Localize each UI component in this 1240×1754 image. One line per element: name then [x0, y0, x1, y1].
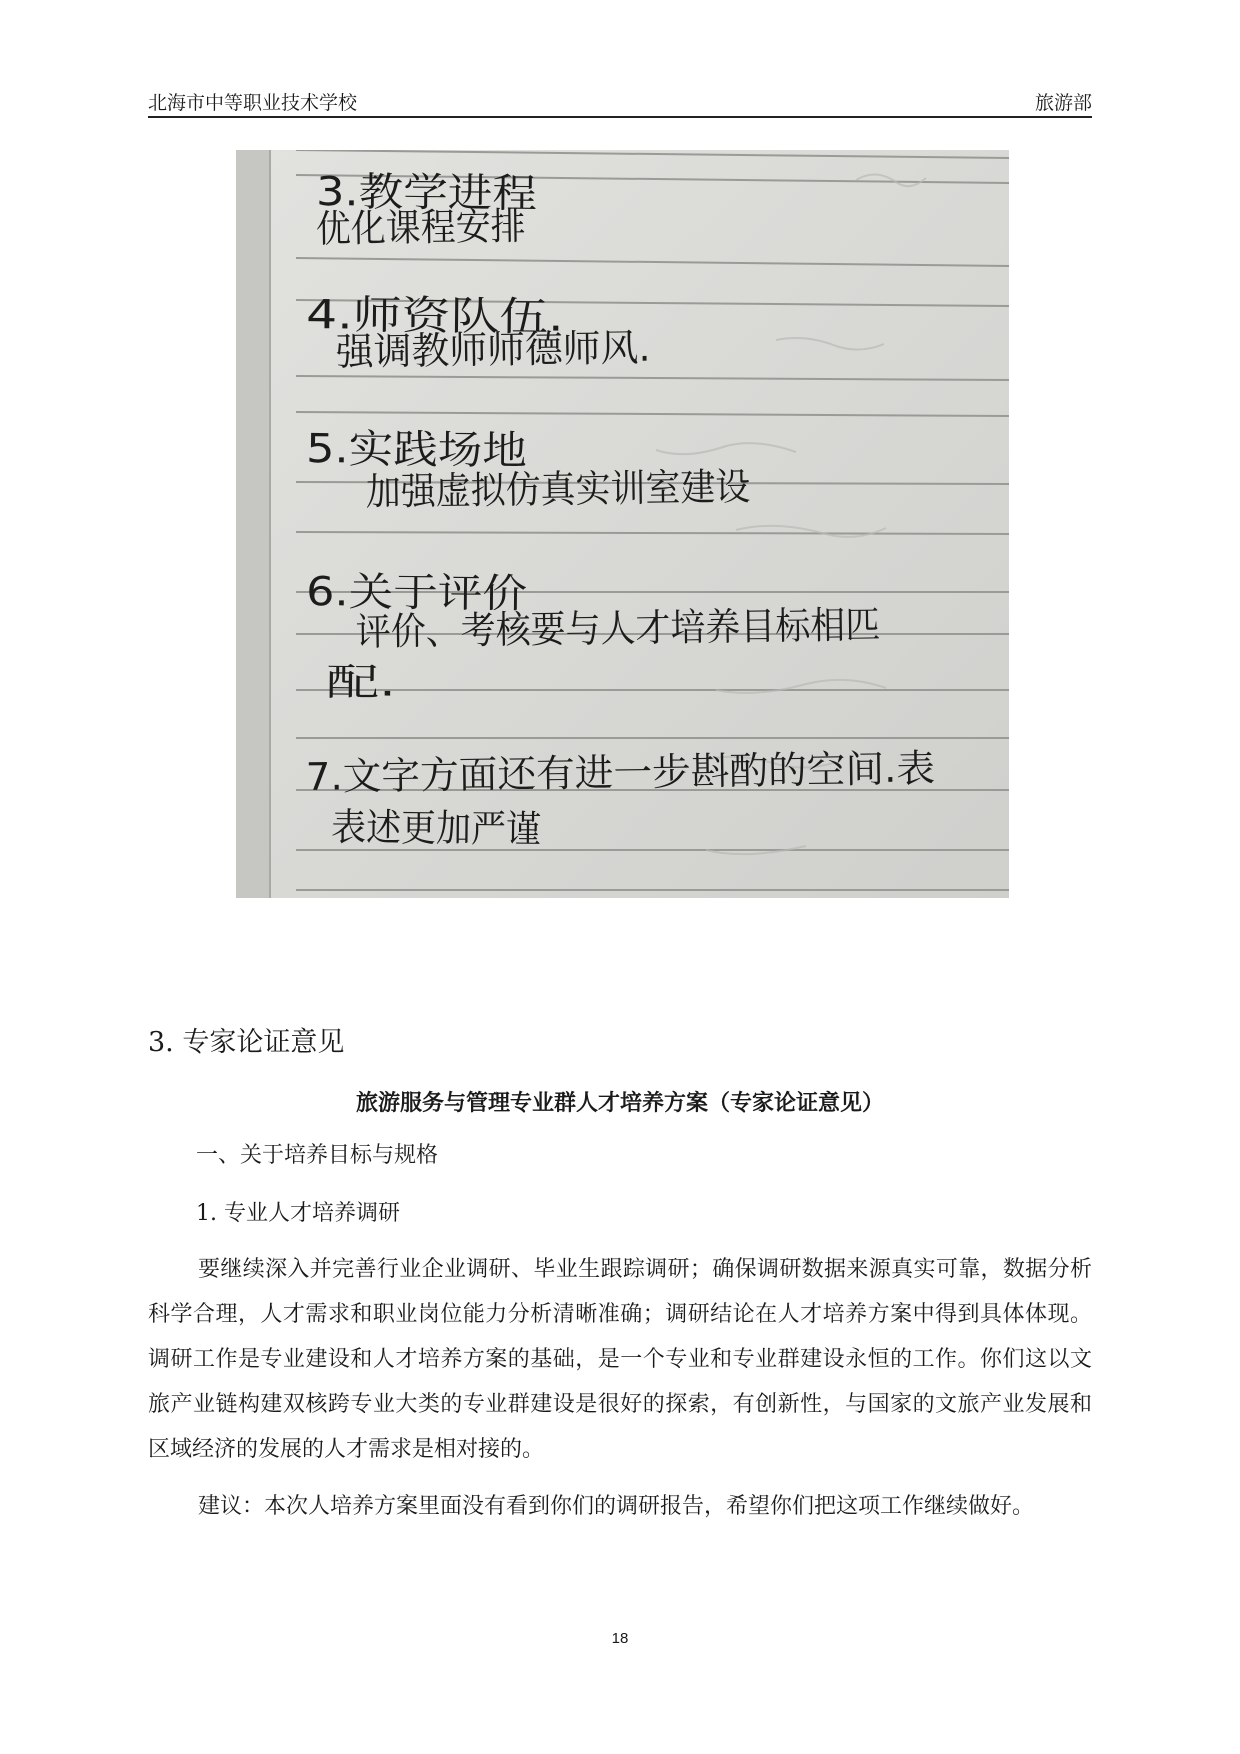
- paragraph-suggestion: 建议：本次人培养方案里面没有看到你们的调研报告，希望你们把这项工作继续做好。: [198, 1494, 1035, 1519]
- header-school-name: 北海市中等职业技术学校: [148, 92, 358, 114]
- handwritten-line: 3.教学进程: [315, 169, 515, 218]
- handwritten-line: 7.文字方面还有进一步斟酌的空间.表: [305, 746, 925, 799]
- handwritten-line: 优化课程安排: [315, 203, 545, 251]
- sub-heading-goals: 一、关于培养目标与规格: [196, 1143, 439, 1168]
- handwritten-line: 4.师资队伍.: [305, 292, 518, 341]
- handwritten-line: 评价、考核要与人才培养目标相匹: [355, 602, 927, 654]
- document-title: 旅游服务与管理专业群人才培养方案（专家论证意见）: [355, 1091, 884, 1116]
- paragraph-research: 要继续深入并完善行业企业调研、毕业生跟踪调研；确保调研数据来源真实可靠，数据分析科学合理，人才需求和职业岗位能力分析清晰准确；调研结论在人才培养方案中得到具体体现。调研工作是专业建设和人才培养方案的基础，是一个专业和专业群建设永恒的工作。你们这以文旅产业链构建双核跨专业大类的专业群建设是很好的探索，有创新性，与国家的文旅产业发展和区域经济的发展的人才需求是相对接的。: [148, 1257, 1092, 1462]
- page-number: 18: [611, 1630, 629, 1647]
- section-heading: 3. 专家论证意见: [148, 1027, 345, 1058]
- handwritten-line: 强调教师师德师风.: [335, 325, 653, 374]
- handwritten-line: 表述更加严谨: [330, 805, 560, 852]
- header-department: 旅游部: [1034, 92, 1092, 114]
- handwritten-line: 配.: [325, 660, 377, 705]
- sub-heading-research: 1. 专业人才培养调研: [196, 1201, 400, 1226]
- handwritten-line: 6.关于评价: [305, 569, 505, 618]
- page-header: [148, 86, 1092, 118]
- handwritten-line: 5.实践场地: [305, 426, 505, 475]
- handwritten-notes-photo: [236, 150, 1009, 898]
- handwritten-line: 加强虚拟仿真实训室建设: [365, 464, 785, 514]
